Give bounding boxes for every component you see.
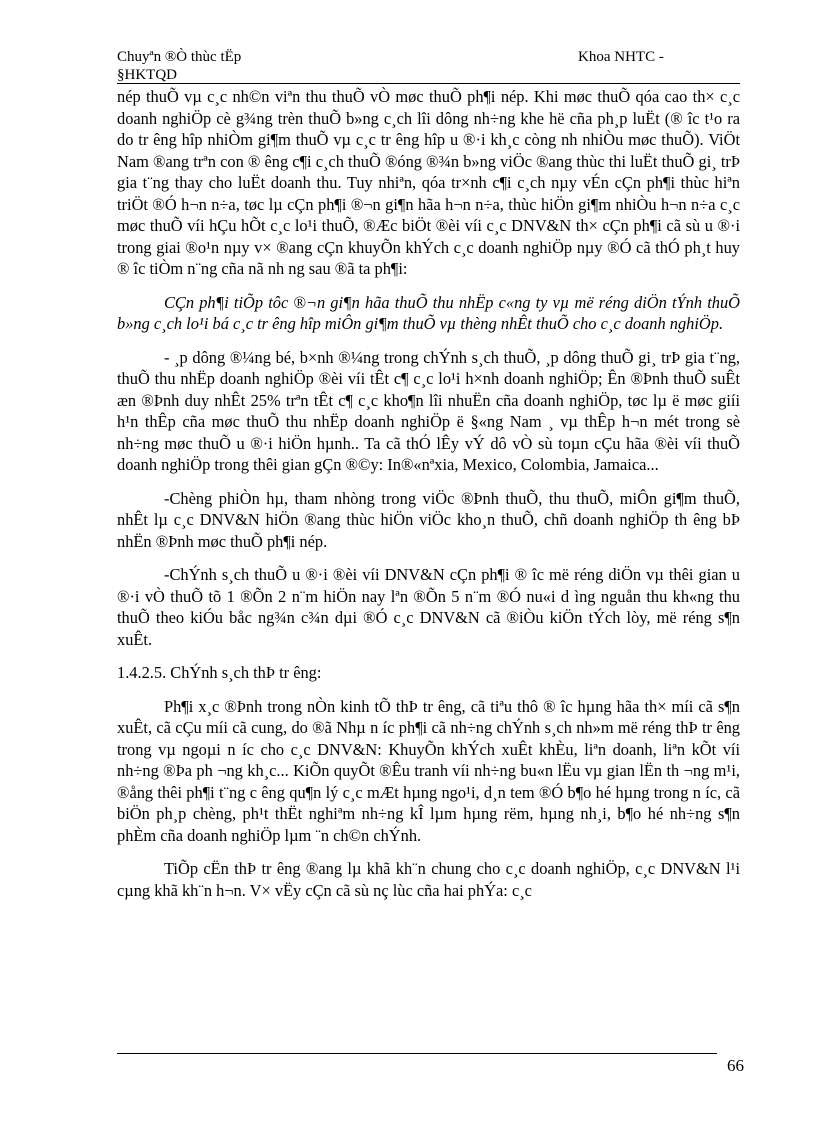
page-body	[117, 86, 740, 901]
header-university: §HKTQD	[117, 67, 177, 83]
spacer	[117, 684, 740, 696]
paragraph-tax-incentives: -ChÝnh s¸ch thuÕ u ®·i ®èi víi DNV&N cÇn ph¶i ® îc më réng diÖn vµ thêi gian u ®·i vÒ thuÕ tõ 1 ®Õn 2 n¨m hiÖn nay lªn ®Õn 5 n¨m ®Ó nu«i d ìng nguån thu kh«ng thu thuÕ theo kiÓu båc ng¾n c¾n dµi ®Ó c¸c DNV&N cã ®iÒu kiÖn tÝch lòy, më réng s¶n xuÊt.	[117, 565, 740, 649]
footer-divider	[117, 1053, 717, 1054]
header-topic: Chuyªn ®Ò thùc tËp	[117, 49, 242, 65]
spacer	[117, 846, 740, 858]
section-heading: 1.4.2.5. ChÝnh s¸ch thÞ tr êng:	[117, 663, 322, 682]
paragraph-market-policy: Ph¶i x¸c ®Þnh trong nÒn kinh tÕ thÞ tr êng, cã tiªu thô ® îc hµng hãa th× míi cã s¶n xuÊt, cã cÇu míi cã cung, do ®ã Nhµ n íc ph¶i cã nh÷ng chÝnh s¸ch nh»m më réng thÞ tr êng trong vµ ngoµi n íc cho c¸c DNV&N: KhuyÕn khÝch xuÊt khÈu, liªn doanh, liªn kÕt víi nh÷ng ®Þa ph ¬ng kh¸c... KiÕn quyÕt ®Êu tranh víi nh÷ng bu«n lËu vµ gian lËn th ¬ng m¹i, ®ång thêi ph¶i t¨ng c êng qu¶n lý c¸c mÆt hµng ngo¹i, d¸n tem ®Ó b¶o hé hµng trong n íc, cã biÖn ph¸p chèng, ph¹t thËt nghiªm nh÷ng kÎ lµm hµng rëm, hµng nh¸i, b¶o hé nh÷ng s¶n phÈm cña doanh nghiÖp lµm ¨n ch©n chÝnh.	[117, 696, 740, 845]
paragraph-tax-reform: nép thuÕ vµ c¸c nh©n viªn thu thuÕ vÒ møc thuÕ ph¶i nép. Khi møc thuÕ qóa cao th× c¸c doanh nghiÖp cè g¾ng trèn thuÕ b»ng c¸ch lîi dông nh÷ng khe hë cña ph¸p luËt (® îc t¹o ra do tr êng hîp nhiÒm gi¶m thuÕ vµ c¸c tr êng hîp u ®·i kh¸c còng nh nhiÒu møc thuÕ). ViÖt Nam ®ang trªn con ® êng c¶i c¸ch thuÕ ®óng ®¾n b»ng viÖc ®ang thùc thi luËt thuÕ gi¸ trÞ gia t¨ng thay cho luËt doanh thu. Tuy nhiªn, qóa tr×nh c¶i c¸ch nµy vÉn cÇn ph¶i thùc hiªn triÖt ®Ó h¬n n÷a, tøc lµ cÇn ph¶i ®¬n gi¶n hãa h¬n n÷a, thùc hiÖn gi¶m nhiÒu h¬n n÷a c¸c møc thuÕ víi hÇu hÕt c¸c lo¹i thuÕ, ®Æc biÖt ®èi víi c¸c DNV&N th× cÇn ph¶i cã sù u ®·i trong giai ®o¹n nµy v× ®ang cÇn khuyÕn khÝch c¸c doanh nghiÖp nµy ®Ó cã thÓ ph¸t huy ® îc tiÒm n¨ng cña nã nh ng sau ®ã ta ph¶i:	[117, 87, 740, 278]
paragraph-market-access: TiÕp cËn thÞ tr êng ®ang lµ khã kh¨n chung cho c¸c doanh nghiÖp, c¸c DNV&N l¹i cµng khã kh¨n h¬n. V× vËy cÇn cã sù nç lùc cña hai phÝa: c¸c	[117, 859, 740, 900]
spacer	[117, 650, 740, 662]
spacer	[117, 552, 740, 564]
paragraph-quote: CÇn ph¶i tiÕp tôc ®¬n gi¶n hãa thuÕ thu nhËp c«ng ty vµ më réng diÖn tÝnh thuÕ b»ng c¸ch lo¹i bá c¸c tr êng hîp miÔn gi¶m thuÕ vµ thèng nhÊt thuÕ cho c¸c doanh nghiÖp.	[117, 292, 740, 333]
header-left	[117, 48, 241, 84]
paragraph-anti-corruption: -Chèng phiÒn hµ, tham nhòng trong viÖc ®Þnh thuÕ, thu thuÕ, miÔn gi¶m thuÕ, nhÊt lµ c¸c DNV&N hiÖn ®ang thùc hiÖn viÖc kho¸n thuÕ, chñ doanh nghiÖp th êng bÞ nhËn ®Þnh møc thuÕ ph¶i nép.	[117, 488, 740, 551]
header-divider	[117, 83, 740, 84]
header-faculty: Khoa NHTC -	[578, 49, 664, 65]
paragraph-equal-tax: - ¸p dông ®¼ng bé, b×nh ®¼ng trong chÝnh s¸ch thuÕ, ¸p dông thuÕ gi¸ trÞ gia t¨ng, thuÕ thu nhËp doanh nghiÖp ®èi víi tÊt c¶ c¸c lo¹i h×nh doanh nghiÖp; Ên ®Þnh thuÕ suÊt æn ®Þnh duy nhÊt 25% trªn tÊt c¶ c¸c kho¶n lîi nhuËn cña doanh nghiÖp, tøc lµ ë møc giíi h¹n thÊp cña møc thuÕ thu nhËp doanh nghiÖp ë §«ng Nam ¸ vµ thÊp h¬n mét trong sè nh÷ng møc thuÕ u ®·i hiÖn hµnh.. Ta cã thÓ lÊy vÝ dô vÒ sù toµn cÇu hãa ®èi víi thuÕ doanh nghiÖp trong thêi gian gÇn ®©y: In®«nªxia, Mexico, Colombia, Jamaica...	[117, 347, 740, 474]
spacer	[117, 335, 740, 347]
spacer	[117, 280, 740, 292]
page-number: 66	[727, 1056, 744, 1075]
spacer	[117, 476, 740, 488]
